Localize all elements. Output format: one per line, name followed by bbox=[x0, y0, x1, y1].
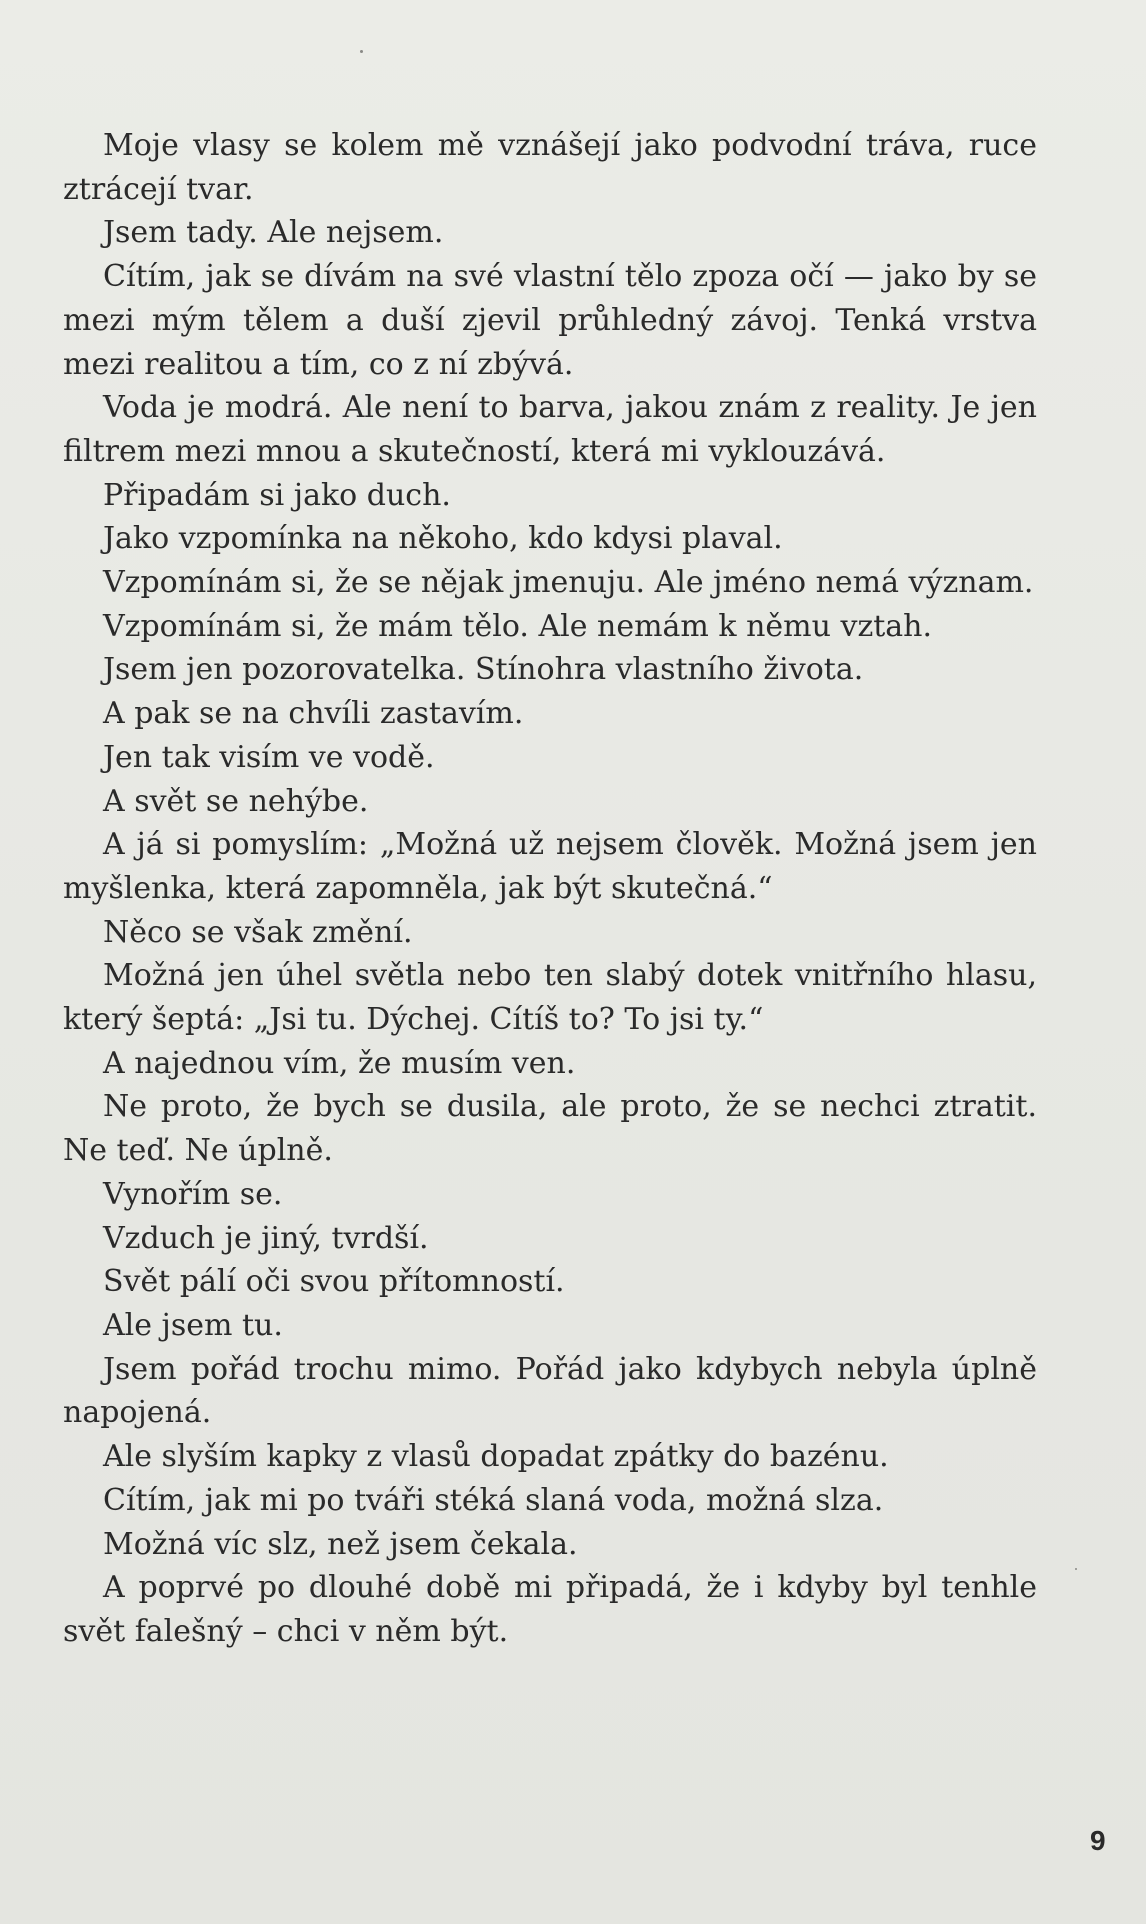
paragraph: Cítím, jak mi po tváři stéká slaná voda, možná slza. bbox=[103, 1482, 884, 1518]
paper-speck bbox=[1075, 1568, 1077, 1570]
paragraph: Cítím, jak se dívám na své vlastní tělo zpoza očí — jako by se mezi mým tělem a duší zjevil průhledný závoj. Tenká vrstva mezi realitou a tím, co z ní zbývá. bbox=[63, 259, 1037, 382]
paragraph: Jsem pořád trochu mimo. Pořád jako kdybych nebyla úplně napojená. bbox=[63, 1351, 1037, 1431]
paragraph: Jen tak visím ve vodě. bbox=[103, 739, 435, 775]
paragraph: Svět pálí oči svou přítomností. bbox=[103, 1264, 565, 1300]
paragraph: Vzpomínám si, že mám tělo. Ale nemám k němu vztah. bbox=[103, 608, 933, 644]
paragraph: Vzpomínám si, že se nějak jmenuju. Ale jméno nemá význam. bbox=[103, 565, 1034, 601]
paragraph: Ale slyším kapky z vlasů dopadat zpátky do bazénu. bbox=[103, 1439, 889, 1475]
paragraph: Možná jen úhel světla nebo ten slabý dotek vnitřního hlasu, který šeptá: „Jsi tu. Dýchej. Cítíš to? To jsi ty.“ bbox=[63, 958, 1037, 1038]
paragraph: Připadám si jako duch. bbox=[103, 477, 451, 513]
page-number: 9 bbox=[1090, 1825, 1106, 1856]
paragraph: Jsem tady. Ale nejsem. bbox=[103, 215, 444, 251]
paragraph: A pak se na chvíli zastavím. bbox=[103, 696, 524, 732]
body-text bbox=[63, 124, 1037, 1654]
paragraph: Něco se však změní. bbox=[103, 914, 413, 950]
paragraph: Jako vzpomínka na někoho, kdo kdysi plaval. bbox=[103, 521, 783, 557]
paragraph: A já si pomyslím: „Možná už nejsem člověk. Možná jsem jen myšlenka, která zapomněla, jak být skutečná.“ bbox=[63, 827, 1037, 906]
paragraph: Voda je modrá. Ale není to barva, jakou znám z reality. Je jen filtrem mezi mnou a skutečností, která mi vyklouzává. bbox=[63, 390, 1037, 469]
paragraph: Možná víc slz, než jsem čekala. bbox=[103, 1526, 578, 1562]
paragraph: A poprvé po dlouhé době mi připadá, že i kdyby byl tenhle svět falešný – chci v něm být. bbox=[63, 1570, 1037, 1649]
paragraph: A najednou vím, že musím ven. bbox=[103, 1045, 576, 1081]
paragraph: Vzduch je jiný, tvrdší. bbox=[103, 1220, 429, 1256]
paper-speck bbox=[360, 50, 363, 53]
paragraph: Ale jsem tu. bbox=[103, 1307, 283, 1343]
paragraph: Ne proto, že bych se dusila, ale proto, že se nechci ztratit. Ne teď. Ne úplně. bbox=[63, 1089, 1037, 1169]
paragraph: Vynořím se. bbox=[103, 1176, 283, 1212]
paragraph: Jsem jen pozorovatelka. Stínohra vlastního života. bbox=[103, 652, 864, 688]
paragraph: Moje vlasy se kolem mě vznášejí jako podvodní tráva, ruce ztrácejí tvar. bbox=[63, 128, 1037, 207]
paragraph: A svět se nehýbe. bbox=[103, 783, 369, 819]
